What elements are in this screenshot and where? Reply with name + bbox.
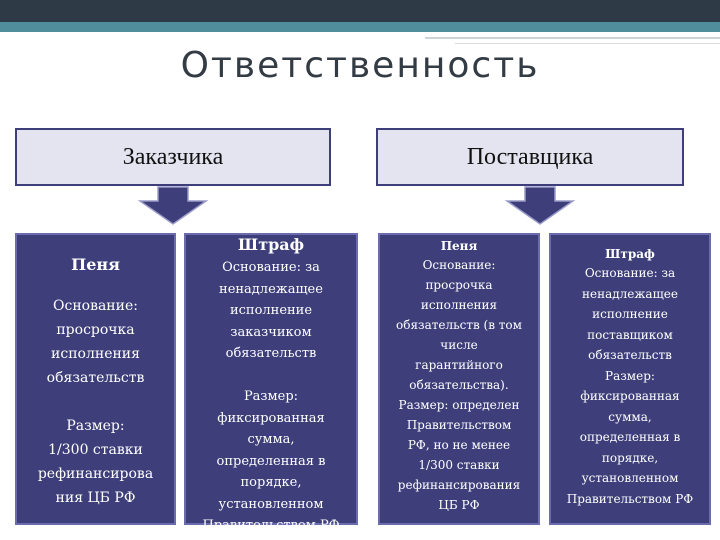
header-supplier: Поставщика (376, 128, 684, 186)
box-text: Основание: просрочка исполнения обязательств Размер: 1/300 ставки рефинансирова ния ЦБ РФ (37, 298, 154, 506)
box-text: Основание: за ненадлежащее исполнение заказчиком обязательств Размер: фиксированная сумма, определенная в порядке, установленном Правительством РФ (202, 260, 340, 533)
arrow-down-icon (505, 187, 575, 225)
box-text: Основание: за ненадлежащее исполнение поставщиком обязательств Размер: фиксированная сумма, определенная в порядке, установленном Правительством РФ (566, 266, 694, 506)
header-customer: Заказчика (15, 128, 331, 186)
box-heading: Пеня (440, 239, 478, 253)
decor-line (425, 37, 720, 39)
decor-line (455, 43, 720, 44)
top-bar (0, 0, 720, 22)
box-text: Основание: просрочка исполнения обязательств (в том числе гарантийного обязательства). Размер: определен Правительством РФ, но не менее 1/300 ставки рефинансирования ЦБ РФ (396, 258, 522, 512)
customer-penalty-box (15, 233, 176, 525)
supplier-fine-box (549, 233, 711, 525)
slide-title: Ответственность (180, 45, 540, 86)
supplier-penalty-box (378, 233, 540, 525)
arrow-down-icon (138, 187, 208, 225)
customer-fine-box (184, 233, 358, 533)
box-heading: Штраф (605, 247, 655, 261)
box-heading: Пеня (71, 255, 120, 274)
accent-bar (0, 22, 720, 32)
box-heading: Штраф (237, 235, 305, 254)
